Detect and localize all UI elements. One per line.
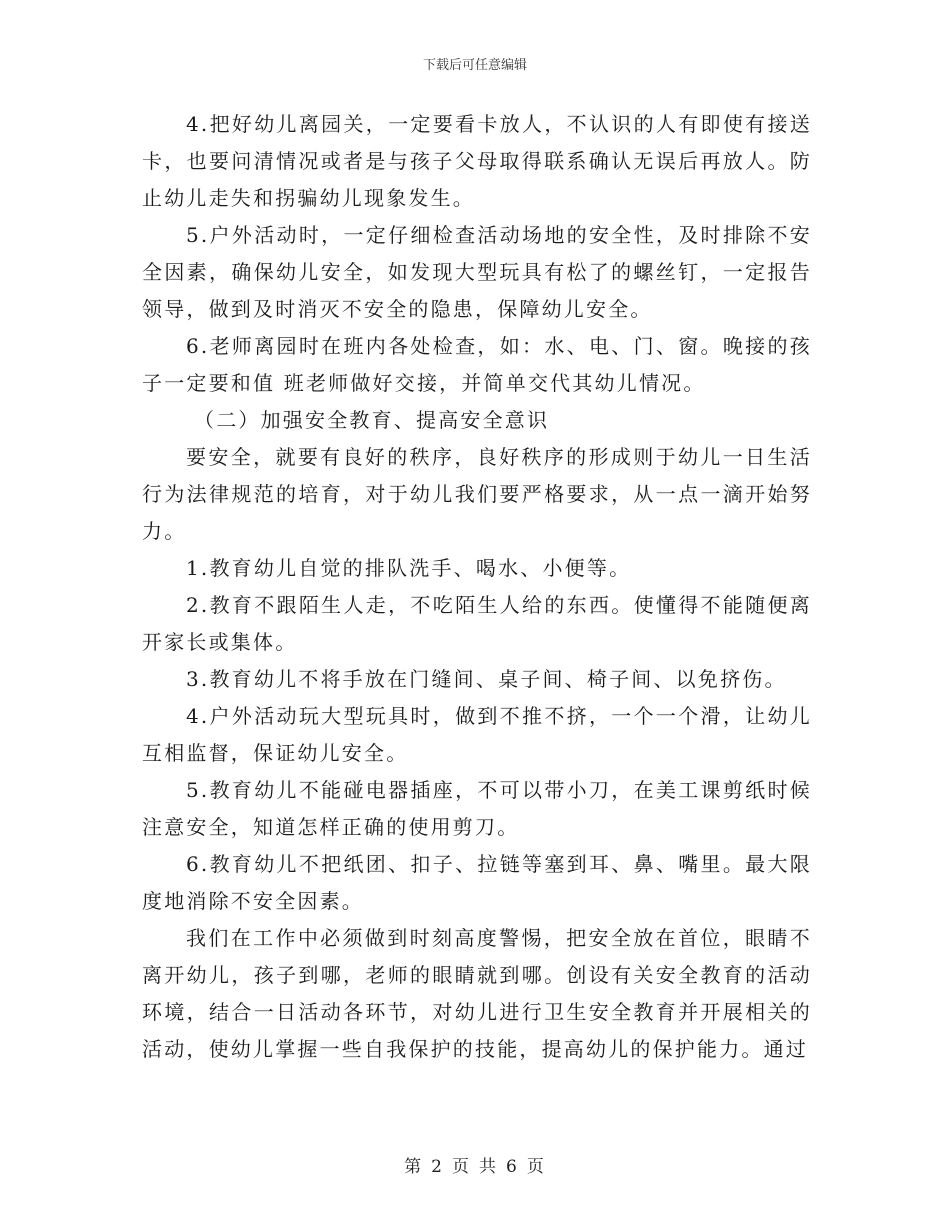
paragraph: 5.教育幼儿不能碰电器插座，不可以带小刀，在美工课剪纸时候注意安全，知道怎样正确的使用剪刀。 xyxy=(142,778,812,839)
footer-ye2: 页 xyxy=(526,1157,546,1177)
paragraph: 6.教育幼儿不把纸团、扣子、拉链等塞到耳、鼻、嘴里。最大限度地消除不安全因素。 xyxy=(142,852,812,913)
paragraph: 1.教育幼儿自觉的排队洗手、喝水、小便等。 xyxy=(186,556,632,580)
footer-total-pages: 6 xyxy=(506,1157,519,1177)
paragraph: 2.教育不跟陌生人走，不吃陌生人给的东西。使懂得不能随便离开家长或集体。 xyxy=(142,593,812,654)
footer-ye: 页 xyxy=(452,1157,471,1177)
paragraph: 6.老师离园时在班内各处检查，如：水、电、门、窗。晚接的孩子一定要和值 班老师做好交接，并简单交代其幼儿情况。 xyxy=(142,334,812,395)
footer-gong: 共 xyxy=(479,1157,498,1177)
paragraph: 4.户外活动玩大型玩具时，做到不推不挤，一个一个滑，让幼儿互相监督，保证幼儿安全。 xyxy=(142,704,812,765)
paragraph: 我们在工作中必须做到时刻高度警惕，把安全放在首位，眼睛不离开幼儿，孩子到哪，老师的眼睛就到哪。创设有关安全教育的活动环境，结合一日活动各环节，对幼儿进行卫生安全教育并开展相关的活动，使幼儿掌握一些自我保护的技能，提高幼儿的保护能力。通过 xyxy=(142,926,812,1061)
paragraph: 4.把好幼儿离园关，一定要看卡放人，不认识的人有即使有接送卡，也要问清情况或者是与孩子父母取得联系确认无误后再放人。防止幼儿走失和拐骗幼儿现象发生。 xyxy=(142,112,812,210)
paragraph: 要安全，就要有良好的秩序，良好秩序的形成则于幼儿一日生活行为法律规范的培育，对于幼儿我们要严格要求，从一点一滴开始努力。 xyxy=(142,445,812,543)
page-header: 下载后可任意编辑 xyxy=(422,58,527,73)
footer-page-number: 2 xyxy=(431,1157,444,1177)
footer-di: 第 xyxy=(404,1157,424,1177)
section-heading: （二）加强安全教育、提高安全意识 xyxy=(194,408,550,432)
document-body xyxy=(142,106,812,1068)
paragraph: 3.教育幼儿不将手放在门缝间、桌子间、椅子间、以免挤伤。 xyxy=(186,667,787,691)
paragraph: 5.户外活动时，一定仔细检查活动场地的安全性，及时排除不安全因素，确保幼儿安全，如发现大型玩具有松了的螺丝钉，一定报告领导，做到及时消灭不安全的隐患，保障幼儿安全。 xyxy=(142,223,812,321)
page-footer xyxy=(0,1152,950,1177)
